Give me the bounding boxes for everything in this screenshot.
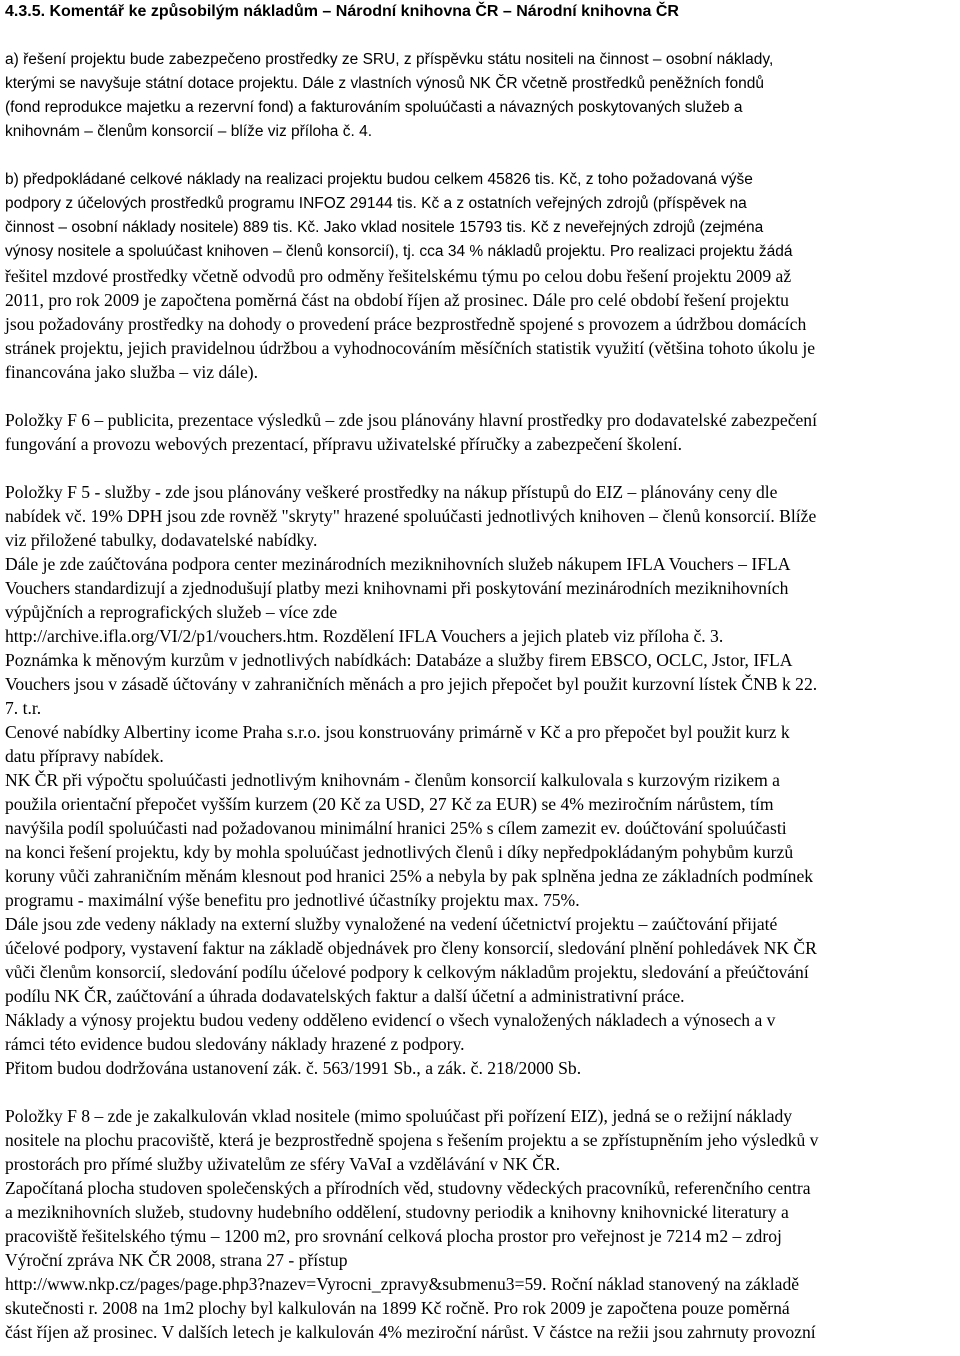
text-line: jsou požadovány prostředky na dohody o provedení práce bezprostředně spojené s provozem a údržbou domácích: [5, 314, 807, 334]
text-line: použila orientační přepočet vyšším kurzem (20 Kč za USD, 27 Kč za EUR) se 4% meziročním nárůstem, tím: [5, 794, 774, 814]
text-line: a) řešení projektu bude zabezpečeno prostředky ze SRU, z příspěvku státu nositeli na činnost – osobní náklady,: [5, 51, 774, 68]
text-line: Cenové nabídky Albertiny icome Praha s.r.o. jsou konstruovány primárně v Kč a pro přepočet byl použit kurz k: [5, 722, 790, 742]
text-line: stránek projektu, jejich pravidelnou údržbou a vyhodnocováním měsíčních statistik využití (většina tohoto úkolu je: [5, 338, 816, 358]
text-line: Přitom budou dodržována ustanovení zák. č. 563/1991 Sb., a zák. č. 218/2000 Sb.: [5, 1058, 582, 1078]
text-line: účelové podpory, vystavení faktur na základě objednávek pro členy konsorcií, sledování plnění pohledávek NK ČR: [5, 938, 817, 958]
text-line: (fond reprodukce majetku a rezervní fond) a fakturováním spoluúčasti a návazných poskytovaných služeb a: [5, 99, 743, 116]
text-line: http://archive.ifla.org/VI/2/p1/vouchers.htm. Rozdělení IFLA Vouchers a jejich plateb viz příloha č. 3.: [5, 626, 724, 646]
text-line: financována jako služba – viz dále).: [5, 362, 259, 382]
text-line: a meziknihovních služeb, studovny hudebního oddělení, studovny periodik a knihovny knihovnické literatury a: [5, 1202, 789, 1222]
text-line: Dále jsou zde vedeny náklady na externí služby vynaložené na vedení účetnictví projektu – zaúčtování přijaté: [5, 914, 778, 934]
text-line: datu přípravy nabídek.: [5, 746, 164, 766]
text-line: Položky F 8 – zde je zakalkulován vklad nositele (mimo spoluúčast při pořízení EIZ), jedná se o režijní náklady: [5, 1106, 793, 1126]
text-line: Poznámka k měnovým kurzům v jednotlivých nabídkách: Databáze a služby firem EBSCO, OCLC, Jstor, IFLA: [5, 650, 793, 670]
text-line: knihovnám – členům konsorcií – blíže viz příloha č. 4.: [5, 123, 373, 140]
text-line: Položky F 6 – publicita, prezentace výsledků – zde jsou plánovány hlavní prostředky pro dodavatelské zabezpečení: [5, 410, 817, 430]
text-line: činnost – osobní náklady nositele) 889 tis. Kč. Jako vklad nositele 15793 tis. Kč z neveřejných zdrojů (zejména: [5, 219, 764, 236]
text-line: koruny vůči zahraničním měnám klesnout pod hranici 25% a nebyla by pak splněna jedna ze základních podmínek: [5, 866, 814, 886]
text-line: nabídek vč. 19% DPH jsou zde rovněž "skryty" hrazené spoluúčasti jednotlivých knihoven – členů konsorcií. Blíže: [5, 506, 817, 526]
text-line: Položky F 5 - služby - zde jsou plánovány veškeré prostředky na nákup přístupů do EIZ – plánovány ceny dle: [5, 482, 778, 502]
text-line: skutečnosti r. 2008 na 1m2 plochy byl kalkulován na 1899 Kč ročně. Pro rok 2009 je započtena pouze poměrná: [5, 1298, 790, 1318]
text-line: NK ČR při výpočtu spoluúčasti jednotlivým knihovnám - členům konsorcií kalkulovala s kurzovým rizikem a: [5, 770, 780, 790]
text-line: Dále je zde zaúčtována podpora center mezinárodních meziknihovních služeb nákupem IFLA Vouchers – IFLA: [5, 554, 791, 574]
text-line: vůči členům konsorcií, sledování podílu účelové podpory k celkovým nákladům projektu, sledování a přeúčtování: [5, 962, 809, 982]
text-line: Vouchers jsou v zásadě účtovány v zahraničních měnách a pro jejich přepočet byl použit kurzovní lístek ČNB k 22.: [5, 674, 818, 694]
text-line: řešitel mzdové prostředky včetně odvodů pro odměny řešitelskému týmu po celou dobu řešení projektu 2009 až: [5, 266, 792, 286]
text-line: Započítaná plocha studoven společenských a přírodních věd, studovny vědeckých pracovníků, referenčního centra: [5, 1178, 811, 1198]
text-line: nositele na plochu pracoviště, která je bezprostředně spojena s řešením projektu a se zpřístupněním jeho výsledků v: [5, 1130, 819, 1150]
text-line: podpory z účelových prostředků programu INFOZ 29144 tis. Kč a z ostatních veřejných zdrojů (příspěvek na: [5, 195, 747, 212]
text-line: http://www.nkp.cz/pages/page.php3?nazev=Vyrocni_zpravy&submenu3=59. Roční náklad stanovený na základě: [5, 1274, 800, 1294]
text-line: programu - maximální výše benefitu pro jednotlivé účastníky projektu max. 75%.: [5, 890, 580, 910]
text-line: b) předpokládané celkové náklady na realizaci projektu budou celkem 45826 tis. Kč, z toho požadovaná výše: [5, 171, 753, 188]
text-line: část říjen až prosinec. V dalších letech je kalkulován 4% meziroční nárůst. V částce na režii jsou zahrnuty provozní: [5, 1322, 816, 1342]
text-line: pracoviště řešitelského týmu – 1200 m2, pro srovnání celková plocha prostor pro veřejnost je 7214 m2 – zdroj: [5, 1226, 782, 1246]
text-line: Výroční zpráva NK ČR 2008, strana 27 - přístup: [5, 1250, 348, 1270]
text-line: navýšila podíl spoluúčasti nad požadovanou minimální hranici 25% s cílem zamezit ev. doúčtování spoluúčasti: [5, 818, 787, 838]
text-line: na konci řešení projektu, kdy by mohla spoluúčast jednotlivých členů i díky nepředpokládaným pohybům kurzů: [5, 842, 794, 862]
text-line: viz přiložené tabulky, dodavatelské nabídky.: [5, 530, 318, 550]
text-line: prostorách pro přímé služby uživatelům ze sféry VaVaI a vzdělávání v NK ČR.: [5, 1154, 561, 1174]
text-line: kterými se navyšuje státní dotace projektu. Dále z vlastních výnosů NK ČR včetně prostředků peněžních fondů: [5, 75, 765, 92]
text-line: rámci této evidence budou sledovány náklady hrazené z podpory.: [5, 1034, 465, 1054]
text-line: výnosy nositele a spoluúčast knihoven – členů konsorcií), tj. cca 34 % nákladů projektu. Pro realizaci projektu žádá: [5, 243, 793, 260]
text-line: 7. t.r.: [5, 698, 42, 718]
text-line: fungování a provozu webových prezentací, přípravu uživatelské příručky a zabezpečení školení.: [5, 434, 683, 454]
text-line: Vouchers standardizují a zjednodušují platby mezi knihovnami při poskytování mezinárodních meziknihovních: [5, 578, 789, 598]
text-line: Náklady a výnosy projektu budou vedeny odděleno evidencí o všech vynaložených nákladech a výnosech a v: [5, 1010, 776, 1030]
text-line: podílu NK ČR, zaúčtování a úhrada dodavatelských faktur a další účetní a administrativní práce.: [5, 986, 685, 1006]
text-line: výpůjčních a reprografických služeb – více zde: [5, 602, 338, 622]
section-heading: 4.3.5. Komentář ke způsobilým nákladům – Národní knihovna ČR – Národní knihovna ČR: [5, 3, 679, 20]
text-line: 2011, pro rok 2009 je započtena poměrná část na období říjen až prosinec. Dále pro celé období řešení projektu: [5, 290, 789, 310]
